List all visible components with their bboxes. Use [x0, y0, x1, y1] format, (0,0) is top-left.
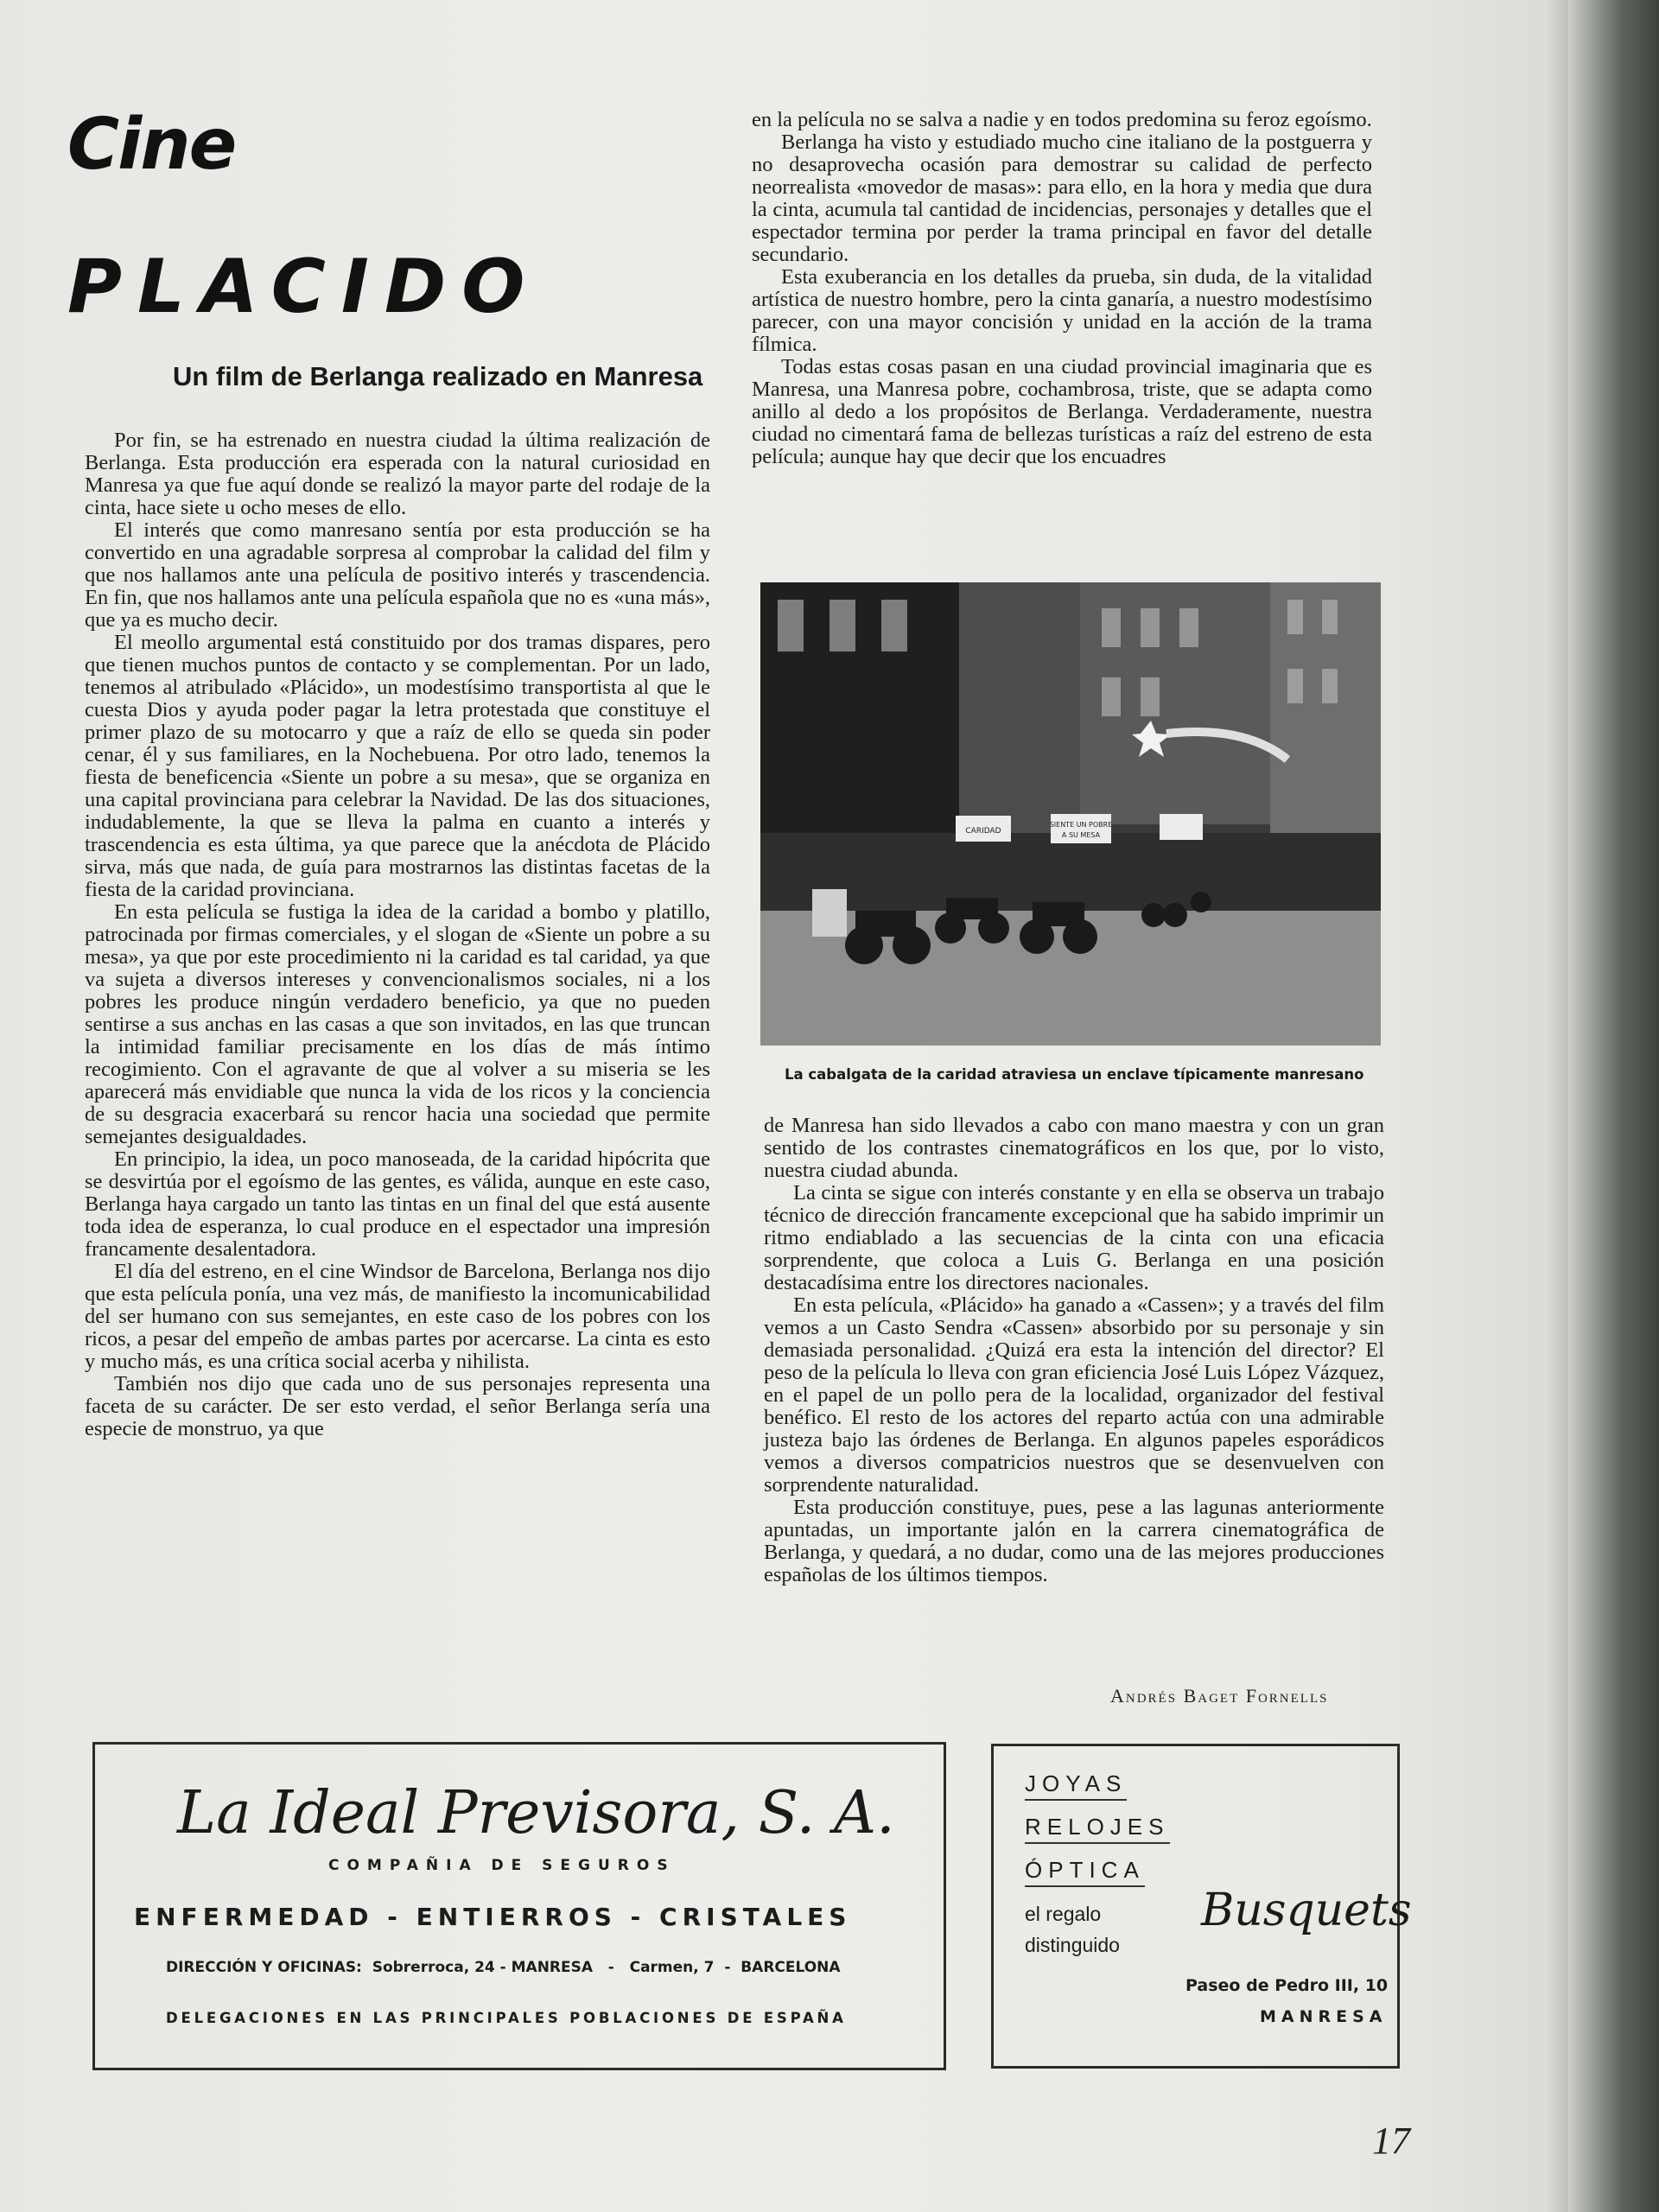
banner-text: SIENTE UN POBRE [1049, 821, 1113, 829]
page-edge-shadow [1547, 0, 1568, 2212]
paragraph: El día del estreno, en el cine Windsor de Barcelona, Berlanga nos dijo que esta película ponía, una vez más, de manifiesto la incomunicabilidad del ser humano con sus semejantes, en este caso de los pobres con los ricos, a pesar del empeño de ambas partes por acercarse. La cinta es esto y mucho más, es una crítica social acerba y nihilista. [85, 1260, 710, 1373]
article-column-left [85, 429, 710, 1726]
paragraph: La cinta se sigue con interés constante y en ella se observa un trabajo técnico de dirección francamente excepcional que ha sabido imprimir un ritmo endiablado a las secuencias de la cinta con una eficacia sorprendente, que coloca a Luis G. Berlanga en una posición destacadísima entre los directores nacionales. [764, 1181, 1384, 1294]
paragraph: Por fin, se ha estrenado en nuestra ciudad la última realización de Berlanga. Esta producción era esperada con la natural curiosidad en Manresa ya que fue aquí donde se realizó la mayor parte del rodaje de la cinta, hace siete u ocho meses de ello. [85, 429, 710, 519]
ad-street: Paseo de Pedro III, 10 [1185, 1976, 1389, 1995]
ad-item: JOYAS [1025, 1770, 1127, 1801]
paragraph: El interés que como manresano sentía por esta producción se ha convertido en una agradable sorpresa al comprobar la calidad del film y que nos hallamos ante una película de positivo interés y trascendencia. En fin, que nos hallamos ante una película española que no es «una más», que ya es mucho decir. [85, 518, 710, 632]
show-through-text [233, 104, 276, 233]
paragraph: El meollo argumental está constituido por dos tramas dispares, pero que tienen muchos puntos de contacto y se complementan. Por un lado, tenemos al atribulado «Plácido», un modestísimo transportista al que le cuesta Dios y ayuda poder pagar la letra protestada que constituye el primer plazo de su motocarro y que a raíz de ello se queda sin poder cenar, él y sus familiares, en la Nochebuena. Por otro lado, tenemos la fiesta de beneficencia «Siente un pobre a su mesa», que se organiza en una capital provinciana para celebrar la Navidad. De las dos situaciones, indudablemente, la que se lleva la palma en cuanto a interés y trascendencia es esta última, ya que parece que la anécdota de Plácido sirva, más que nada, de guía para mostrarnos las distintas facetas de la fiesta de la caridad provinciana. [85, 631, 710, 901]
paragraph: En esta película, «Plácido» ha ganado a «Cassen»; y a través del film vemos a un Casto Sendra «Cassen» absorbido por su personaje y sin demasiada personalidad. ¿Quizá era esta la intención del director? El peso de la película lo lleva con gran eficiencia José Luis López Vázquez, en el papel de un pollo pera de la localidad, organizador del festival benéfico. El resto de los actores del reparto actúa con una admirable justeza bajo las órdenes de Berlanga. En algunos papeles esporádicos vemos a diversos compatricios nuestros que se desenvuelven con sorprendente naturalidad. [764, 1294, 1384, 1497]
photo-caption: La cabalgata de la caridad atraviesa un enclave típicamente manresano [785, 1066, 1364, 1083]
section-kicker: Cine [67, 104, 236, 186]
photo-illustration [760, 582, 1381, 1046]
paragraph: de Manresa han sido llevados a cabo con mano maestra y con un gran sentido de los contrastes cinematográficos en los que, por lo visto, nuestra ciudad abunda. [764, 1114, 1384, 1182]
article-column-right-bottom [764, 1115, 1384, 1685]
article-column-right-top [752, 109, 1372, 550]
ad-company-type: COMPAÑIA DE SEGUROS [328, 1857, 676, 1874]
paragraph: Todas estas cosas pasan en una ciudad provincial imaginaria que es Manresa, una Manresa pobre, cochambrosa, triste, que se adapta como anillo al dedo a los propósitos de Berlanga. Verdaderamente, nuestra ciudad no cimentará fama de bellezas turísticas a raíz del estreno de esta película; aunque hay que decir que los encuadres [752, 355, 1372, 468]
street-parade-photo [760, 582, 1381, 1046]
paragraph: En principio, la idea, un poco manoseada, de la caridad hipócrita que se desvirtúa por el egoísmo de las gentes, es válida, aunque en este caso, Berlanga haya cargado un tanto las tintas en un final del que está ausente toda idea de esperanza, lo cual produce en el espectador una impresión francamente desalentadora. [85, 1147, 710, 1261]
jeweler-advertisement [991, 1744, 1412, 2069]
paragraph: Berlanga ha visto y estudiado mucho cine italiano de la postguerra y no desaprovecha ocasión para demostrar su calidad de perfecto neorrealista «movedor de masas»: para ello, en la hora y media que dura la cinta, acumula tal cantidad de incidencias, personajes y detalles que el espectador termina por perder la trama principal en favor del detalle secundario. [752, 130, 1372, 266]
paragraph: También nos dijo que cada uno de sus personajes representa una faceta de su carácter. De ser esto verdad, el señor Berlanga sería una especie de monstruo, ya que [85, 1372, 710, 1440]
ad-services: ENFERMEDAD - ENTIERROS - CRISTALES [134, 1903, 852, 1931]
ad-address: DIRECCIÓN Y OFICINAS: Sobrerroca, 24 - MANRESA - Carmen, 7 - BARCELONA [166, 1959, 841, 1976]
paragraph: en la película no se salva a nadie y en todos predomina su feroz egoísmo. [752, 108, 1372, 131]
ad-item: RELOJES [1025, 1814, 1170, 1844]
insurance-advertisement [92, 1742, 946, 2070]
author-signature: Andrés Baget Fornells [1110, 1685, 1329, 1707]
ad-item: ÓPTICA [1025, 1857, 1145, 1887]
ad-city: MANRESA [1260, 2007, 1388, 2026]
banner-text: CARIDAD [965, 827, 1001, 836]
ad-company-name: La Ideal Previsora, S. A. [177, 1779, 895, 1847]
ad-delegations: DELEGACIONES EN LAS PRINCIPALES POBLACIONES DE ESPAÑA [166, 2010, 847, 2026]
article-subtitle: Un film de Berlanga realizado en Manresa [173, 361, 703, 391]
paragraph: En esta película se fustiga la idea de la caridad a bombo y platillo, patrocinada por firmas comerciales, y el slogan de «Siente un pobre a su mesa», ya que por este procedimiento ni la caridad es tal caridad, ya que va sujeta a diversos intereses y convencionalismos sociales, ni a los pobres les produce ningún verdadero beneficio, ya que no pueden sentirse a sus anchas en las casas a que son invitados, en las que truncan la intimidad familiar precisamente en los días de más íntimo recogimiento. Con el agravante de que al volver a su miseria se les aparecerá más envidiable que nunca la vida de los ricos y la conciencia de su desgracia exacerbará su rencor hacia una sociedad que permite semejantes desigualdades. [85, 900, 710, 1148]
binder-spine [1564, 0, 1659, 2212]
ad-tagline: el regalo distinguido [1025, 1903, 1120, 1956]
article-title: PLACIDO [67, 244, 541, 330]
paragraph: Esta exuberancia en los detalles da prueba, sin duda, de la vitalidad artística de nuestro hombre, pero la cinta ganaría, a nuestro modestísimo parecer, con una mayor concisión y unidad en la acción de la trama fílmica. [752, 265, 1372, 356]
paragraph: Esta producción constituye, pues, pese a las lagunas anteriormente apuntadas, un importante jalón en la carrera cinematográfica de Berlanga, y quedará, a no dudar, como una de las mejores producciones españolas de los últimos tiempos. [764, 1496, 1384, 1586]
ad-brand: Busquets [1201, 1885, 1412, 1936]
page-number: 17 [1372, 2120, 1410, 2162]
banner-text: A SU MESA [1061, 831, 1101, 839]
